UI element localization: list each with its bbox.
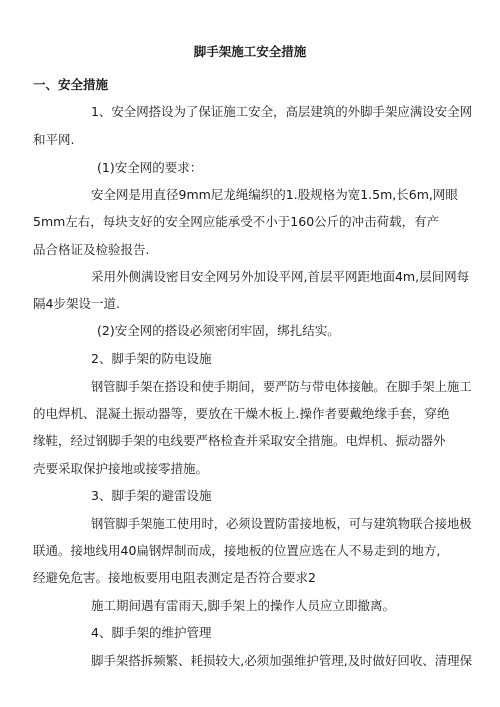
paragraph-line: 5mm左右，每块支好的安全网应能承受不小于160公斤的冲击荷载，有产	[33, 214, 440, 229]
paragraph-line: (1)安全网的要求：	[97, 160, 203, 175]
paragraph-line: 隔4步架设一道.	[33, 296, 120, 311]
paragraph-line: 经避免危害。接地板要用电阻表测定是否符合要求2	[33, 570, 316, 585]
paragraph-line: 脚手架搭拆频繁、耗损较大,必须加强维护管理,及时做好回收、清理保	[91, 653, 473, 668]
paragraph-line: 施工期间遇有雷雨天,脚手架上的操作人员应立即撤离。	[91, 598, 395, 613]
paragraph-line: 1、安全网搭设为了保证施工安全，高层建筑的外脚手架应满设安全网	[91, 104, 473, 119]
page-title: 脚手架施工安全措施	[193, 44, 307, 59]
paragraph-line: 钢管脚手架施工使用时，必须设置防雷接地板，可与建筑物联合接地极	[91, 516, 472, 531]
paragraph-line: 和平网.	[33, 132, 75, 147]
paragraph-line: 壳要采取保护接地或接零措施。	[33, 461, 209, 476]
section-heading-safety-measures: 一、安全措施	[33, 77, 109, 92]
paragraph-line: 品合格证及检验报告.	[33, 242, 150, 257]
paragraph-line: 钢管脚手架在搭设和使手期间，要严防与带电体接触。在脚手架上施工	[91, 379, 472, 394]
paragraph-line: 缘鞋，经过钢脚手架的电线要严格检查并采取安全措施。电焊机、振动器外	[33, 433, 446, 448]
paragraph-line: (2)安全网的搭设必须密闭牢固，绑扎结实。	[97, 323, 340, 338]
subsection-heading: 4、脚手架的维护管理	[91, 625, 212, 640]
paragraph-line: 采用外侧满设密目安全网另外加设平网,首层平网距地面4m,层间网每	[91, 269, 470, 284]
subsection-heading: 2、脚手架的防电设施	[91, 351, 212, 366]
subsection-heading: 3、脚手架的避雷设施	[91, 488, 212, 503]
paragraph-line: 安全网是用直径9mm尼龙绳编织的1.股规格为宽1.5m,长6m,网眼	[91, 187, 458, 202]
paragraph-line: 的电焊机、混凝土振动器等，要放在干燥木板上.操作者要戴绝缘手套，穿绝	[33, 406, 450, 421]
paragraph-line: 联通。接地线用40扁钢焊制而成，接地板的位置应选在人不易走到的地方,	[33, 543, 441, 558]
